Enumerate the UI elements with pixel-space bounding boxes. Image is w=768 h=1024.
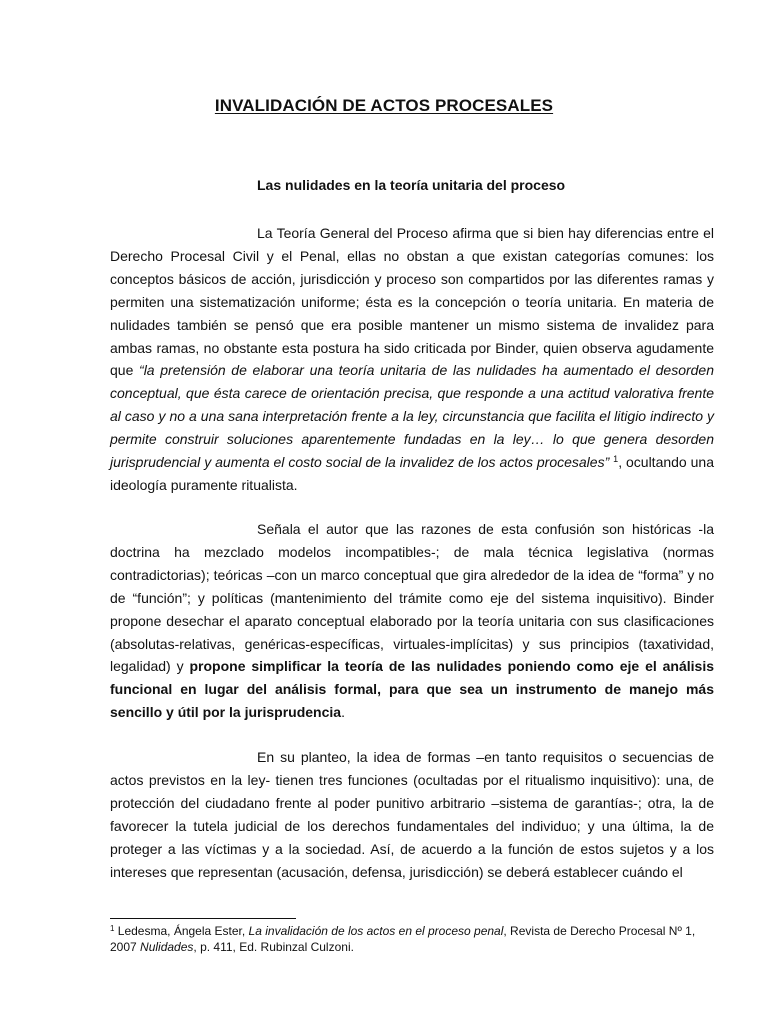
footnote-author: Ledesma, Ángela Ester, bbox=[114, 924, 249, 938]
document-title: INVALIDACIÓN DE ACTOS PROCESALES bbox=[214, 96, 554, 115]
paragraph-3-text: En su planteo, la idea de formas –en tanto requisitos o secuencias de actos previstos en la ley- tienen tres funciones (ocultadas por el ritualismo inquisitivo): una, de protección del ciudadano frente al poder punitivo arbitrario –sistema de garantías-; otra, la de favorecer la tutela judicial de los derechos fundamentales del individuo; y una última, la de proteger a las víctimas y a la sociedad. Así, de acuerdo a la función de estos sujetos y a los intereses que representan (acusación, defensa, jurisdicción) se deberá establecer cuándo el bbox=[110, 749, 714, 880]
footnote-number: 1 bbox=[110, 924, 115, 933]
footnote-issue-title: Nulidades bbox=[140, 940, 194, 954]
footnote-journal: , Revista de Derecho Procesal Nº 1, 2007 bbox=[110, 924, 696, 954]
paragraph-1-text: La Teoría General del Proceso afirma que si bien hay diferencias entre el Derecho Procesal Civil y el Penal, ellas no obstan a que existan categorías comunes: los conceptos básicos de acción, jurisdicción y proceso son compartidos por las diferentes ramas y permiten una sistematización uniforme; ésta es la concepción o teoría unitaria. En materia de nulidades también se pensó que era posible mantener un mismo sistema de invalidez para ambas ramas, no obstante esta postura ha sido criticada por Binder, quien observa agudamente que bbox=[110, 225, 714, 379]
paragraph-2-emphasis: propone simplificar la teoría de las nulidades poniendo como eje el análisis funcional en lugar del análisis formal, para que sea un instrumento de manejo más sencillo y útil por la jurisprudencia bbox=[110, 658, 714, 721]
paragraph-2 bbox=[110, 518, 714, 724]
footnote-publisher: , p. 411, Ed. Rubinzal Culzoni. bbox=[193, 940, 354, 954]
footnote bbox=[110, 923, 714, 955]
paragraph-1-tail: , ocultando una ideología puramente ritualista. bbox=[110, 454, 715, 493]
footnote-separator bbox=[110, 918, 296, 919]
paragraph-2-text: Señala el autor que las razones de esta confusión son históricas -la doctrina ha mezclado modelos incompatibles-; de mala técnica legislativa (normas contradictorias); teóricas –con un marco conceptual que gira alrededor de la idea de “forma” y no de “función”; y políticas (mantenimiento del trámite como eje del sistema inquisitivo). Binder propone desechar el aparato conceptual elaborado por la teoría unitaria con sus clasificaciones (absolutas-relativas, genéricas-específicas, virtuales-implícitas) y sus principios (taxatividad, legalidad) y bbox=[110, 521, 714, 675]
paragraph-1 bbox=[110, 222, 714, 497]
binder-quote: “la pretensión de elaborar una teoría unitaria de las nulidades ha aumentado el desorden conceptual, que ésta carece de orientación precisa, que responde a una actitud valorativa frente al caso y no a una sana interpretación frente a la ley, circunstancia que facilita el litigio indirecto y permite construir soluciones aparentemente fundadas en la ley… lo que genera desorden jurisprudencial y aumenta el costo social de la invalidez de los actos procesales” bbox=[110, 362, 714, 471]
footnote-work-title: La invalidación de los actos en el proceso penal bbox=[248, 924, 504, 938]
footnote-reference[interactable]: 1 bbox=[613, 454, 619, 465]
paragraph-2-tail: . bbox=[341, 704, 345, 721]
paragraph-3 bbox=[110, 746, 714, 890]
section-subtitle: Las nulidades en la teoría unitaria del proceso bbox=[257, 177, 566, 193]
